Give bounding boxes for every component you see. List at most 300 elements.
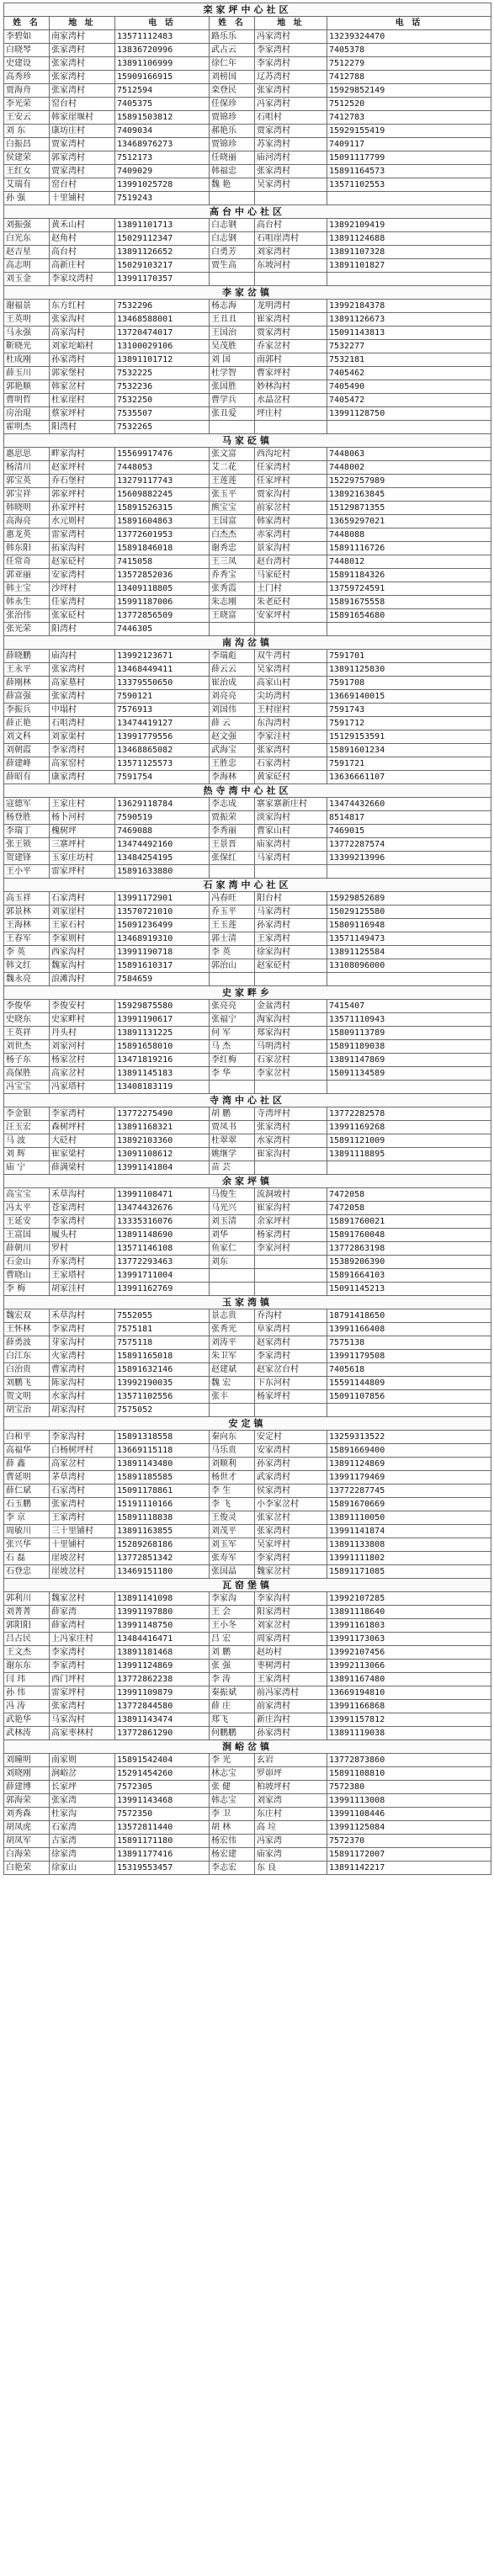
cell-name: 曹明哲 xyxy=(4,394,50,407)
cell-phone: 7591712 xyxy=(327,717,491,730)
table-row xyxy=(4,1067,491,1081)
cell-name: 李 光 xyxy=(210,1754,255,1767)
cell-name: 张治伟 xyxy=(4,609,50,623)
cell-name: 杜成刚 xyxy=(4,353,50,367)
cell-phone: 7405375 xyxy=(115,98,210,111)
cell-phone: 13379550650 xyxy=(115,677,210,690)
cell-name: 刘玉清 xyxy=(210,1215,255,1229)
cell-phone: 7405490 xyxy=(327,380,491,394)
cell-name: 张丑爱 xyxy=(210,407,255,421)
cell-address: 小李家岔村 xyxy=(255,1498,327,1511)
table-row xyxy=(4,1027,491,1040)
cell-phone: 15929852689 xyxy=(327,892,491,906)
cell-phone: 13891101712 xyxy=(115,353,210,367)
cell-name: 侯建荣 xyxy=(4,151,50,165)
cell-address xyxy=(255,1161,327,1175)
cell-address: 孙家湾村 xyxy=(255,1727,327,1740)
cell-name: 白和平 xyxy=(4,1431,50,1444)
cell-name: 李瑞彪 xyxy=(210,650,255,663)
cell-phone: 7512173 xyxy=(115,151,210,165)
cell-name: 孙 强 xyxy=(4,192,50,205)
cell-address: 高家墓村 xyxy=(50,677,115,690)
cell-address: 阳湾村 xyxy=(50,421,115,434)
cell-phone: 15891118838 xyxy=(115,1511,210,1525)
cell-phone: 13468449411 xyxy=(115,663,210,677)
cell-address: 茅草湾村 xyxy=(50,1471,115,1485)
cell-phone: 7405462 xyxy=(327,367,491,380)
table-row xyxy=(4,1538,491,1552)
cell-address: 张家沟村 xyxy=(50,313,115,327)
table-row xyxy=(4,151,491,165)
cell-address: 新庄沟村 xyxy=(255,1713,327,1727)
cell-address: 三十里铺村 xyxy=(50,1525,115,1538)
cell-name: 郭治山 xyxy=(210,959,255,973)
cell-phone: 13991172901 xyxy=(115,892,210,906)
cell-name: 李志成 xyxy=(210,798,255,811)
table-row xyxy=(4,1633,491,1646)
cell-address: 尖坊湾村 xyxy=(255,690,327,704)
cell-address: 刘家渠村 xyxy=(50,730,115,744)
cell-phone: 13572811440 xyxy=(115,1821,210,1835)
cell-phone: 15319553457 xyxy=(115,1862,210,1875)
cell-address: 李家湾村 xyxy=(50,1660,115,1673)
cell-address: 贾家湾村 xyxy=(255,327,327,340)
cell-name: 王 会 xyxy=(210,1606,255,1619)
cell-name: 贾振荣 xyxy=(210,811,255,825)
cell-name: 张文富 xyxy=(210,448,255,461)
cell-address: 魏家沟村 xyxy=(50,959,115,973)
cell-address: 王家湾村 xyxy=(255,1673,327,1686)
cell-address: 张家湾村 xyxy=(255,1525,327,1538)
cell-address: 薛家湾村 xyxy=(50,1619,115,1633)
cell-name: 张亮亮 xyxy=(210,1000,255,1013)
cell-address: 土门村 xyxy=(255,582,327,596)
cell-address: 石咀崖湾村 xyxy=(255,232,327,246)
cell-name: 王文杰 xyxy=(4,1646,50,1660)
cell-name: 张保红 xyxy=(210,852,255,865)
cell-address: 涧峪岔 xyxy=(50,1767,115,1781)
table-row xyxy=(4,178,491,192)
cell-address: 石家岔村 xyxy=(255,1054,327,1067)
cell-name: 姚继学 xyxy=(210,1148,255,1161)
cell-name: 王小平 xyxy=(4,865,50,879)
cell-address: 南郭村 xyxy=(255,353,327,367)
cell-address: 张家湾村 xyxy=(50,690,115,704)
cell-name: 贾锦珍 xyxy=(210,111,255,125)
cell-name: 郭士清 xyxy=(210,932,255,946)
cell-phone: 7512520 xyxy=(327,98,491,111)
table-row xyxy=(4,1323,491,1336)
cell-address: 安家湾村 xyxy=(50,569,115,582)
cell-name: 鱼家仁 xyxy=(210,1242,255,1256)
cell-name: 马俊生 xyxy=(210,1188,255,1202)
cell-address: 徐家山 xyxy=(50,1862,115,1875)
cell-address: 朱老砭村 xyxy=(255,596,327,609)
cell-address: 贾家湾村 xyxy=(255,125,327,138)
cell-phone: 13471819216 xyxy=(115,1054,210,1067)
cell-phone: 7446305 xyxy=(115,623,210,636)
cell-phone: 13629118784 xyxy=(115,798,210,811)
cell-address: 李家湾村 xyxy=(255,1350,327,1363)
section-title: 李家岔镇 xyxy=(4,286,491,300)
cell-name: 王晓富 xyxy=(210,609,255,623)
cell-phone: 7575052 xyxy=(115,1404,210,1417)
table-row xyxy=(4,919,491,932)
cell-name: 李 京 xyxy=(4,1511,50,1525)
cell-phone: 13772861290 xyxy=(115,1727,210,1740)
section-title: 马家砭镇 xyxy=(4,434,491,448)
cell-address: 淘家沟村 xyxy=(255,1013,327,1027)
cell-name: 何 军 xyxy=(210,1027,255,1040)
cell-name: 胡凤虎 xyxy=(4,1821,50,1835)
cell-phone: 13891163855 xyxy=(115,1525,210,1538)
section-title-row xyxy=(4,1094,491,1107)
cell-address: 马家砭村 xyxy=(255,569,327,582)
cell-address: 辽苏湾村 xyxy=(255,71,327,84)
section-title-row xyxy=(4,1740,491,1754)
table-row xyxy=(4,327,491,340)
cell-name: 薛正艳 xyxy=(4,717,50,730)
cell-name: 汪玉宏 xyxy=(4,1121,50,1134)
table-row xyxy=(4,1552,491,1565)
cell-phone: 13892103360 xyxy=(115,1134,210,1148)
table-row xyxy=(4,1121,491,1134)
cell-phone: 13484254195 xyxy=(115,852,210,865)
cell-name: 武艳华 xyxy=(4,1713,50,1727)
table-row xyxy=(4,771,491,784)
cell-phone: 13474492160 xyxy=(115,838,210,852)
cell-phone: 13991179508 xyxy=(327,1350,491,1363)
cell-name: 薛云云 xyxy=(210,663,255,677)
cell-name: 王英祥 xyxy=(4,1027,50,1040)
cell-name: 李家沟 xyxy=(210,1592,255,1606)
table-row xyxy=(4,865,491,879)
cell-phone: 13891143480 xyxy=(115,1458,210,1471)
table-row xyxy=(4,475,491,488)
cell-name: 吕占民 xyxy=(4,1633,50,1646)
cell-address: 王家塔村 xyxy=(50,1269,115,1283)
cell-name: 薛晓鹏 xyxy=(4,650,50,663)
column-header-row xyxy=(4,17,491,30)
cell-address: 刘家岔村 xyxy=(255,1619,327,1633)
cell-name: 魏永亮 xyxy=(4,973,50,986)
cell-phone: 13759724591 xyxy=(327,582,491,596)
cell-address: 白杨树坪村 xyxy=(50,1444,115,1458)
cell-phone: 13991190718 xyxy=(115,946,210,959)
cell-phone: 13571125573 xyxy=(115,757,210,771)
cell-phone: 7405378 xyxy=(327,44,491,57)
cell-phone: 7572350 xyxy=(115,1808,210,1821)
cell-name: 张丰 xyxy=(210,1390,255,1404)
cell-phone: 13772873860 xyxy=(327,1754,491,1767)
cell-name: 吕 宏 xyxy=(210,1633,255,1646)
cell-address: 赵坊村 xyxy=(255,1646,327,1660)
cell-address xyxy=(255,1283,327,1296)
cell-name xyxy=(210,1081,255,1094)
cell-address: 杨家湾村 xyxy=(255,1229,327,1242)
table-row xyxy=(4,1377,491,1390)
cell-name: 乔秀宝 xyxy=(210,569,255,582)
cell-phone: 13891167480 xyxy=(327,1673,491,1686)
cell-phone: 15891658010 xyxy=(115,1040,210,1054)
cell-phone: 13891147869 xyxy=(327,1054,491,1067)
cell-phone: 13772275490 xyxy=(115,1107,210,1121)
cell-phone xyxy=(327,421,491,434)
cell-name xyxy=(210,1269,255,1283)
cell-address: 高家岔村 xyxy=(50,1458,115,1471)
cell-name: 刘茂平 xyxy=(210,1525,255,1538)
table-row xyxy=(4,246,491,259)
cell-address: 李家湾村 xyxy=(50,1646,115,1660)
cell-name: 李光荣 xyxy=(4,98,50,111)
cell-phone: 7448053 xyxy=(115,461,210,475)
cell-name: 张兴华 xyxy=(4,1538,50,1552)
cell-address: 罗峁坪 xyxy=(255,1767,327,1781)
table-row xyxy=(4,219,491,232)
section-title: 瓦窑堡镇 xyxy=(4,1579,491,1592)
cell-phone: 13891126673 xyxy=(327,313,491,327)
cell-address: 魏家岔村 xyxy=(255,1565,327,1579)
cell-name: 韩志宝 xyxy=(210,1794,255,1808)
cell-name: 王延安 xyxy=(4,1215,50,1229)
cell-name: 胡凤军 xyxy=(4,1835,50,1848)
table-row xyxy=(4,1848,491,1862)
cell-phone xyxy=(327,973,491,986)
cell-name: 马乐贵 xyxy=(210,1444,255,1458)
cell-name: 朱卫军 xyxy=(210,1350,255,1363)
cell-address: 高 垃 xyxy=(255,1821,327,1835)
cell-phone: 13259313522 xyxy=(327,1431,491,1444)
table-row xyxy=(4,1821,491,1835)
cell-phone: 7519243 xyxy=(115,192,210,205)
cell-phone: 13991166868 xyxy=(327,1700,491,1713)
cell-phone: 13571149473 xyxy=(327,932,491,946)
cell-phone: 15909166915 xyxy=(115,71,210,84)
cell-address: 寨家寨新庄村 xyxy=(255,798,327,811)
cell-phone: 15029103217 xyxy=(115,259,210,273)
cell-address: 禾草沟村 xyxy=(50,1309,115,1323)
cell-phone: 15091178861 xyxy=(115,1485,210,1498)
cell-name xyxy=(210,865,255,879)
cell-address: 刘家河村 xyxy=(50,1040,115,1054)
cell-name: 李海林 xyxy=(210,771,255,784)
cell-address: 李家岔村 xyxy=(255,1067,327,1081)
table-row xyxy=(4,273,491,286)
cell-address: 高台村 xyxy=(255,219,327,232)
cell-address: 前家岔村 xyxy=(255,502,327,515)
table-row xyxy=(4,232,491,246)
cell-address: 石家湾村 xyxy=(50,1485,115,1498)
cell-name: 冯春旺 xyxy=(210,892,255,906)
cell-name xyxy=(210,623,255,636)
table-row xyxy=(4,259,491,273)
cell-phone: 13468865082 xyxy=(115,744,210,757)
cell-name: 赵文强 xyxy=(210,730,255,744)
cell-phone: 13772287745 xyxy=(327,1485,491,1498)
cell-phone: 13474432660 xyxy=(327,798,491,811)
cell-address: 丹头村 xyxy=(50,1027,115,1040)
table-row xyxy=(4,677,491,690)
cell-phone: 13335316076 xyxy=(115,1215,210,1229)
cell-phone: 13991711004 xyxy=(115,1269,210,1283)
table-row xyxy=(4,1794,491,1808)
cell-phone: 15891189038 xyxy=(327,1040,491,1054)
cell-phone: 15291454260 xyxy=(115,1767,210,1781)
cell-name: 张秀光 xyxy=(210,1323,255,1336)
cell-phone: 7512594 xyxy=(115,84,210,98)
cell-name: 王国治 xyxy=(210,327,255,340)
cell-phone: 13571102556 xyxy=(115,1390,210,1404)
cell-name: 艾二花 xyxy=(210,461,255,475)
cell-name: 靳晓光 xyxy=(4,340,50,353)
cell-name: 赵吉星 xyxy=(4,246,50,259)
cell-name: 庙 宁 xyxy=(4,1161,50,1175)
cell-address: 马明湾村 xyxy=(255,1040,327,1054)
section-title: 石家湾中心社区 xyxy=(4,879,491,892)
cell-address: 古家湾 xyxy=(50,1835,115,1848)
cell-address: 庙河湾村 xyxy=(255,151,327,165)
cell-phone: 13772844580 xyxy=(115,1700,210,1713)
cell-address: 乔石堡村 xyxy=(50,475,115,488)
cell-name: 刘晓刚 xyxy=(4,1767,50,1781)
cell-address: 黄禾山村 xyxy=(50,219,115,232)
cell-address: 王家湾村 xyxy=(50,1511,115,1525)
cell-address: 中塌村 xyxy=(50,704,115,717)
cell-address: 张家砭村 xyxy=(50,609,115,623)
cell-address: 石家湾 xyxy=(50,1821,115,1835)
cell-phone: 13469151180 xyxy=(115,1565,210,1579)
cell-name: 郭宝祥 xyxy=(4,488,50,502)
cell-phone: 13468919310 xyxy=(115,932,210,946)
cell-phone: 7575138 xyxy=(327,1336,491,1350)
cell-address: 火家湾村 xyxy=(50,1350,115,1363)
cell-phone: 13991190617 xyxy=(115,1013,210,1027)
cell-name: 刘玉军 xyxy=(210,1538,255,1552)
cell-name: 栾登民 xyxy=(210,84,255,98)
cell-phone: 13991161803 xyxy=(327,1619,491,1633)
cell-address: 赤家湾村 xyxy=(255,528,327,542)
cell-name: 刘朝霞 xyxy=(4,744,50,757)
table-row xyxy=(4,555,491,569)
section-title-row xyxy=(4,434,491,448)
cell-phone: 7532181 xyxy=(327,353,491,367)
cell-phone: 7591708 xyxy=(327,677,491,690)
table-row xyxy=(4,1606,491,1619)
cell-name: 白江东 xyxy=(4,1350,50,1363)
table-row xyxy=(4,353,491,367)
table-row xyxy=(4,1808,491,1821)
cell-address: 赵家湾村 xyxy=(255,1336,327,1350)
cell-address: 庙家湾 xyxy=(255,1848,327,1862)
cell-address: 雷家湾村 xyxy=(50,528,115,542)
cell-name: 谢秀忠 xyxy=(210,542,255,555)
section-title: 安定镇 xyxy=(4,1417,491,1431)
cell-phone: 13991125084 xyxy=(327,1821,491,1835)
table-row xyxy=(4,1646,491,1660)
cell-name: 秦振斌 xyxy=(210,1686,255,1700)
cell-phone: 15891760048 xyxy=(327,1229,491,1242)
cell-address: 安家湾村 xyxy=(255,1444,327,1458)
cell-name: 李 涛 xyxy=(210,1673,255,1686)
cell-name: 孙 伟 xyxy=(4,1686,50,1700)
cell-name: 刘涛平 xyxy=(210,1336,255,1350)
cell-name: 刘 辉 xyxy=(4,1148,50,1161)
cell-phone: 15891185585 xyxy=(115,1471,210,1485)
cell-name: 白海荣 xyxy=(4,1848,50,1862)
cell-phone xyxy=(327,623,491,636)
cell-phone: 7535507 xyxy=(115,407,210,421)
table-row xyxy=(4,192,491,205)
cell-phone: 7532296 xyxy=(115,300,210,313)
section-title: 热寺湾中心社区 xyxy=(4,784,491,798)
cell-name: 韩文红 xyxy=(4,959,50,973)
cell-name: 惠龙英 xyxy=(4,528,50,542)
cell-address: 三寨坪村 xyxy=(50,838,115,852)
cell-name: 韩东阳 xyxy=(4,542,50,555)
cell-address xyxy=(255,1269,327,1283)
cell-name: 景志贵 xyxy=(210,1309,255,1323)
table-row xyxy=(4,71,491,84)
cell-address: 雷家坪村 xyxy=(50,1686,115,1700)
table-row xyxy=(4,528,491,542)
table-row xyxy=(4,421,491,434)
cell-address: 森树坪村 xyxy=(50,1121,115,1134)
cell-address: 寺湾坪村 xyxy=(255,1107,327,1121)
cell-address: 薛家湾 xyxy=(50,1606,115,1619)
cell-phone: 13891119038 xyxy=(327,1727,491,1740)
cell-address: 刘家坨峪村 xyxy=(50,340,115,353)
cell-phone: 7591721 xyxy=(327,757,491,771)
cell-name: 白振昌 xyxy=(4,138,50,151)
cell-name: 王永平 xyxy=(4,663,50,677)
cell-phone: 13891101713 xyxy=(115,219,210,232)
cell-name: 冯宝宝 xyxy=(4,1081,50,1094)
cell-phone: 13891143474 xyxy=(115,1713,210,1727)
cell-phone: 15809113789 xyxy=(327,1027,491,1040)
cell-phone: 13991169268 xyxy=(327,1121,491,1134)
cell-address: 李家洼村 xyxy=(255,730,327,744)
cell-name: 路乐乐 xyxy=(210,30,255,44)
cell-name: 韩士宝 xyxy=(4,582,50,596)
cell-phone: 8514817 xyxy=(327,811,491,825)
table-row xyxy=(4,407,491,421)
cell-address: 杨卜河村 xyxy=(50,811,115,825)
cell-phone: 15891632146 xyxy=(115,1363,210,1377)
cell-name: 胡 林 xyxy=(210,1821,255,1835)
cell-address: 吴家湾村 xyxy=(255,663,327,677)
cell-phone: 15609882245 xyxy=(115,488,210,502)
cell-name xyxy=(210,1404,255,1417)
table-row xyxy=(4,757,491,771)
cell-name: 林志宝 xyxy=(210,1767,255,1781)
cell-phone: 7584659 xyxy=(115,973,210,986)
cell-address: 冯家湾村 xyxy=(255,30,327,44)
cell-phone: 13991109879 xyxy=(115,1686,210,1700)
cell-phone: 7472058 xyxy=(327,1188,491,1202)
cell-address: 苍家湾村 xyxy=(50,1202,115,1215)
table-row xyxy=(4,1767,491,1781)
cell-address: 禾草沟村 xyxy=(50,1188,115,1202)
cell-address: 贾家湾村 xyxy=(50,138,115,151)
cell-phone: 15891846018 xyxy=(115,542,210,555)
cell-address: 张家湾 xyxy=(50,1794,115,1808)
cell-name: 杨志海 xyxy=(210,300,255,313)
cell-phone: 13992113066 xyxy=(327,1660,491,1673)
cell-phone: 15891604863 xyxy=(115,515,210,528)
cell-address: 徐家沟村 xyxy=(255,946,327,959)
cell-name: 崔治成 xyxy=(210,677,255,690)
cell-phone: 15091134589 xyxy=(327,1067,491,1081)
